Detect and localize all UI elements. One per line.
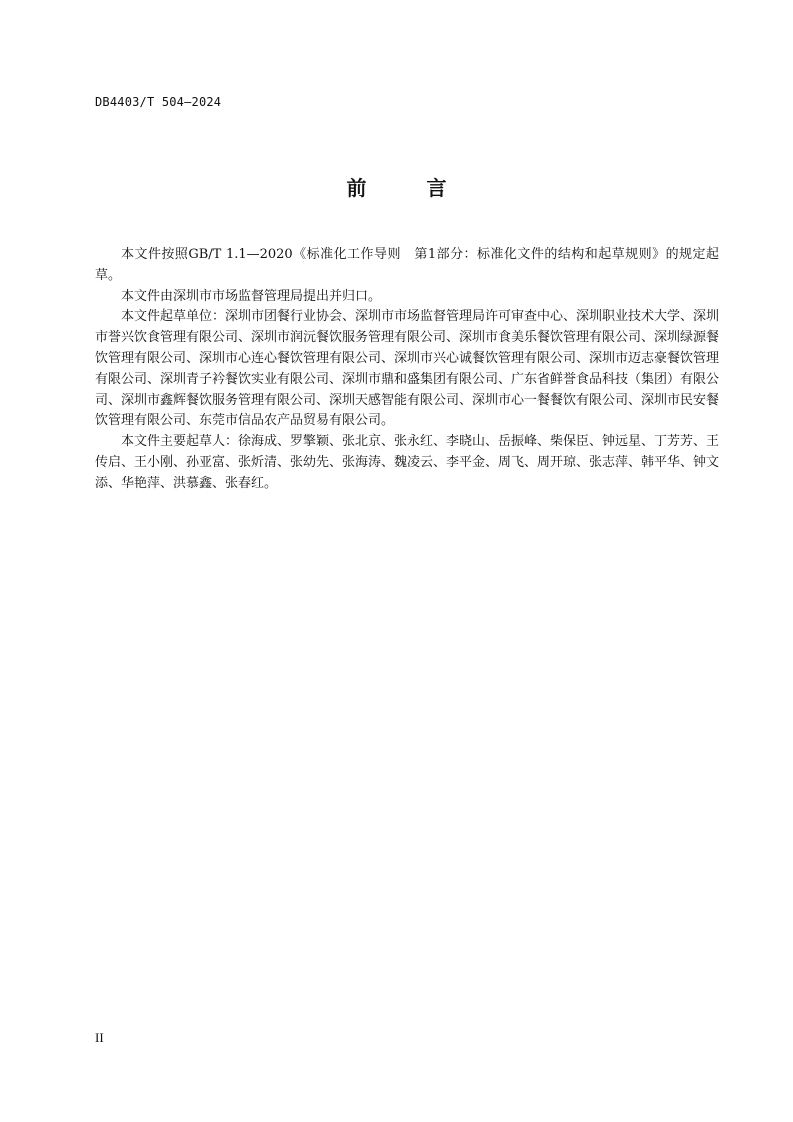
paragraph-proposer: 本文件由深圳市市场监督管理局提出并归口。: [121, 288, 382, 304]
paragraph-drafting-rules: 本文件按照GB/T 1.1—2020《标准化工作导则 第1部分：标准化文件的结构和起草规则》的规定起草。: [95, 247, 719, 283]
foreword-body: [95, 245, 719, 495]
paragraph-drafters: 本文件主要起草人：徐海成、罗擎颖、张北京、张永红、李晓山、岳振峰、柴保臣、钟远星、丁芳芳、王传启、王小刚、孙亚富、张炘清、张幼先、张海涛、魏凌云、李平金、周飞、周开琼、张志萍、韩平华、钟文添、华艳萍、洪慕鑫、张春红。: [95, 434, 720, 491]
page-number: II: [95, 1030, 104, 1045]
page-title: 前 言: [346, 176, 467, 200]
paragraph-drafting-units: 本文件起草单位：深圳市团餐行业协会、深圳市市场监督管理局许可审查中心、深圳职业技术大学、深圳市誉兴饮食管理有限公司、深圳市润沅餐饮服务管理有限公司、深圳市食美乐餐饮管理有限公司、深圳绿源餐饮管理有限公司、深圳市心连心餐饮管理有限公司、深圳市兴心诚餐饮管理有限公司、深圳市迈志豪餐饮管理有限公司、深圳青子衿餐饮实业有限公司、深圳市鼎和盛集团有限公司、广东省鲜誉食品科技（集团）有限公司、深圳市鑫辉餐饮服务管理有限公司、深圳天感智能有限公司、深圳市心一餐餐饮有限公司、深圳市民安餐饮管理有限公司、东莞市信品农产品贸易有限公司。: [95, 309, 720, 429]
document-code: DB4403/T 504—2024: [95, 95, 222, 109]
